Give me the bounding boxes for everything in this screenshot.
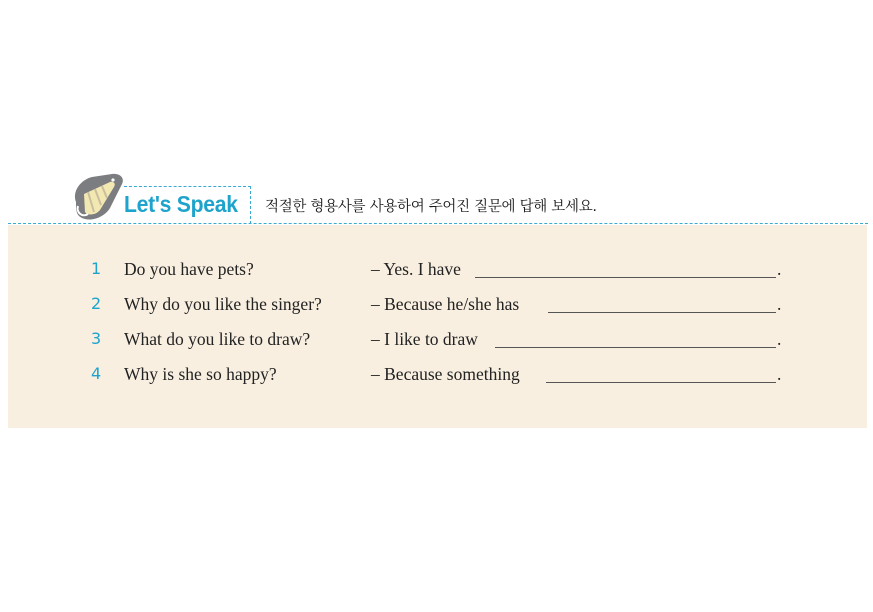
section-title: Let's Speak	[124, 191, 238, 217]
answer-prefix: – Because something	[371, 364, 520, 384]
answer-blank[interactable]	[495, 347, 776, 348]
answer-blank[interactable]	[475, 277, 776, 278]
question-text: Why do you like the singer?	[124, 294, 322, 314]
question-text: What do you like to draw?	[124, 329, 311, 349]
answer-prefix: – Because he/she has	[371, 294, 520, 314]
item-number: 4	[91, 364, 102, 383]
section-header	[0, 172, 873, 226]
title-box-border-top	[124, 186, 251, 187]
period: .	[777, 294, 782, 314]
answer-prefix: – I like to draw	[371, 329, 478, 349]
answer-prefix: – Yes. I have	[371, 259, 461, 279]
item-number: 1	[91, 259, 102, 278]
item-number: 3	[91, 329, 102, 348]
item-number: 2	[91, 294, 102, 313]
period: .	[777, 329, 782, 349]
question-text: Why is she so happy?	[124, 364, 277, 384]
exercise-row	[0, 259, 873, 289]
period: .	[777, 259, 782, 279]
exercise-row	[0, 329, 873, 359]
question-text: Do you have pets?	[124, 259, 254, 279]
pencil-icon	[70, 172, 126, 224]
answer-blank[interactable]	[548, 312, 776, 313]
period: .	[777, 364, 782, 384]
exercise-panel	[8, 225, 867, 428]
exercise-row	[0, 294, 873, 324]
title-box-border-right	[250, 186, 251, 224]
header-divider	[8, 223, 868, 224]
answer-blank[interactable]	[546, 382, 776, 383]
exercise-row	[0, 364, 873, 394]
instruction-text: 적절한 형용사를 사용하여 주어진 질문에 답해 보세요.	[265, 199, 597, 215]
